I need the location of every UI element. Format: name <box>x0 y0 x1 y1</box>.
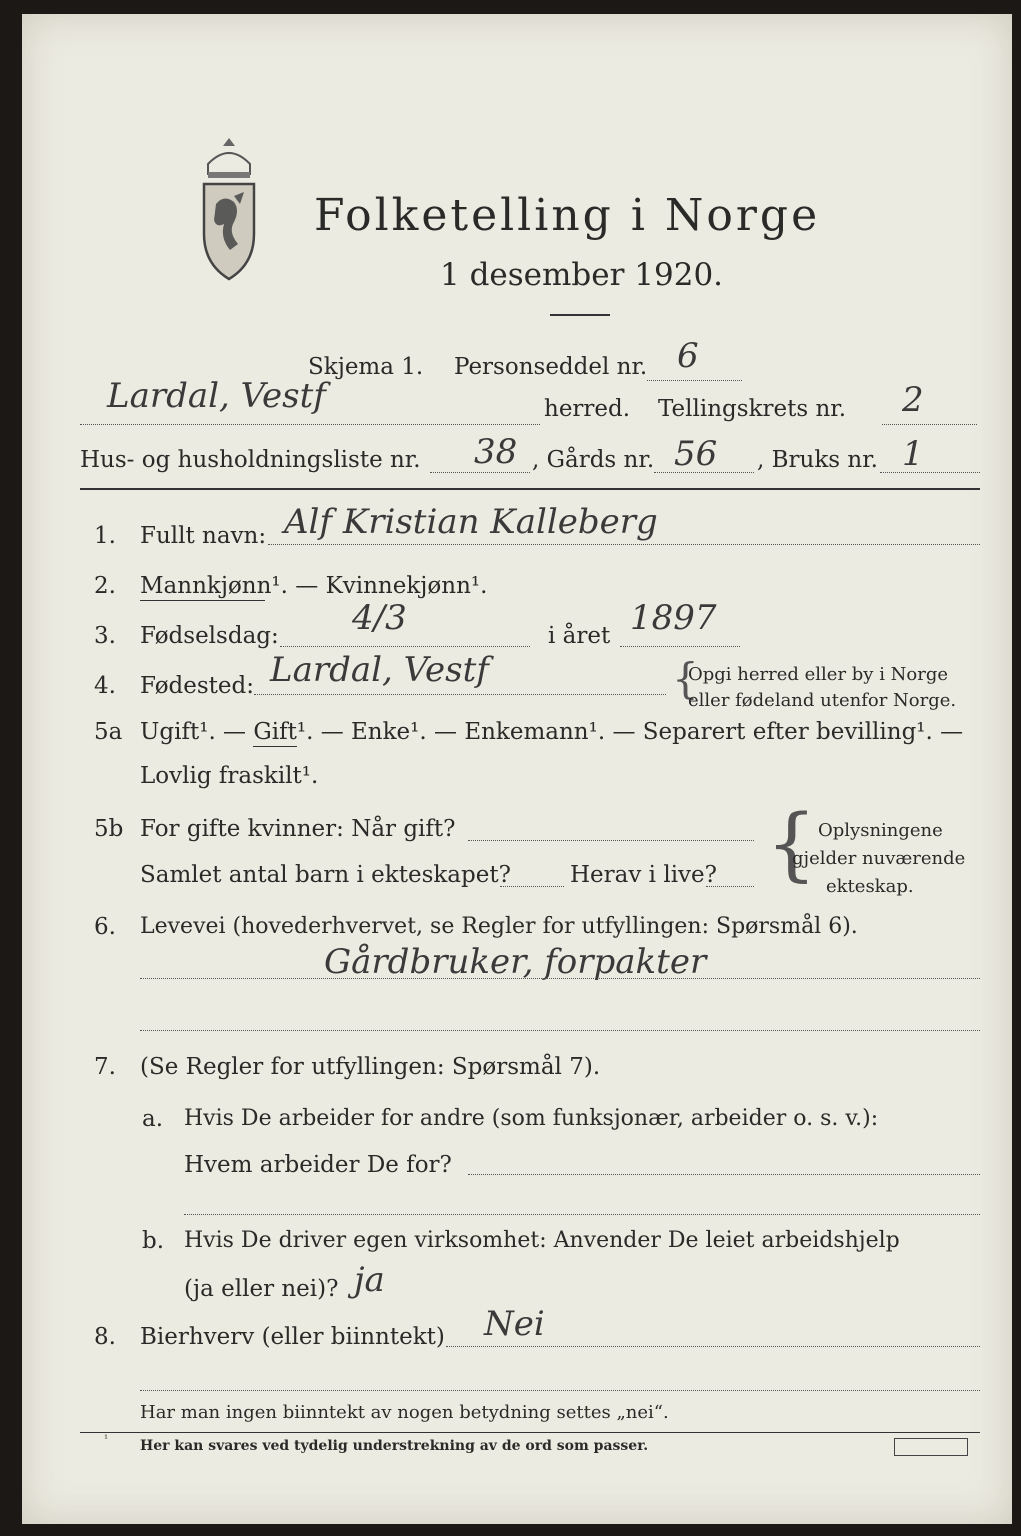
q4-note-line1: Opgi herred eller by i Norge <box>688 664 949 685</box>
herred-value[interactable]: Lardal, Vestf <box>107 376 326 416</box>
header-rule <box>80 488 980 490</box>
q7b-question: Hvis De driver egen virksomhet: Anvender De leiet arbeidshjelp <box>184 1228 900 1253</box>
q6-occupation[interactable]: Gårdbruker, forpakter <box>324 942 707 982</box>
q5b-children-question: Samlet antal barn i ekteskapet? <box>140 862 511 888</box>
q7a-question: Hvis De arbeider for andre (som funksjonær, arbeider o. s. v.): <box>184 1106 879 1131</box>
q5b-note-line3: ekteskap. <box>826 876 914 897</box>
q7a-employer-question: Hvem arbeider De for? <box>184 1152 452 1178</box>
q4-brace: { <box>672 654 699 703</box>
bruks-value[interactable]: 1 <box>902 434 924 474</box>
q7a-letter: a. <box>142 1106 164 1132</box>
q6-line1 <box>140 978 980 979</box>
q8-label: Bierhverv (eller biinntekt) <box>140 1324 445 1350</box>
census-date: 1 desember 1920. <box>440 257 724 293</box>
q1-number: 1. <box>94 523 116 549</box>
tellingskrets-label: Tellingskrets nr. <box>658 396 847 422</box>
q5a-marital-options: Ugift¹. — Gift¹. — Enke¹. — Enkemann¹. — Separert efter bevilling¹. — <box>140 719 964 745</box>
printer-stamp-icon <box>894 1438 968 1456</box>
q8-line <box>446 1346 980 1347</box>
q5a-marital-options-cont: Lovlig fraskilt¹. <box>140 763 319 789</box>
personseddel-value[interactable]: 6 <box>677 336 699 376</box>
q7b-letter: b. <box>142 1228 165 1254</box>
q7b-yes-no-label: (ja eller nei)? <box>184 1276 339 1302</box>
q6-line2 <box>140 1030 980 1031</box>
bruks-line <box>880 472 980 473</box>
footnote-text: Her kan svares ved tydelig understrekning av de ord som passer. <box>140 1438 649 1454</box>
norway-coat-of-arms-icon <box>194 134 264 294</box>
q1-full-name[interactable]: Alf Kristian Kalleberg <box>284 502 658 542</box>
q5b-married-question: For gifte kvinner: Når gift? <box>140 816 456 842</box>
tellingskrets-value[interactable]: 2 <box>902 380 924 420</box>
q7a-employer-line <box>468 1174 980 1175</box>
q8-answer[interactable]: Nei <box>484 1304 545 1344</box>
q5b-married-line <box>468 840 754 841</box>
q1-label: Fullt navn: <box>140 523 267 549</box>
q4-note-line2: eller fødeland utenfor Norge. <box>688 690 957 711</box>
personseddel-line <box>647 380 742 381</box>
q7-number: 7. <box>94 1054 116 1080</box>
personseddel-label: Personseddel nr. <box>454 354 648 380</box>
q3-number: 3. <box>94 623 116 649</box>
herred-line <box>80 424 540 425</box>
q4-line <box>254 694 666 695</box>
husliste-value[interactable]: 38 <box>474 432 518 472</box>
tellingskrets-line <box>882 424 977 425</box>
q3-birth-date[interactable]: 4/3 <box>352 598 407 638</box>
q8-extra-line <box>140 1390 980 1391</box>
q7a-extra-line <box>184 1214 980 1215</box>
q6-label: Levevei (hovederhvervet, se Regler for utfyllingen: Spørsmål 6). <box>140 914 858 939</box>
q5b-alive-question: Herav i live? <box>570 862 717 888</box>
q2-gender-options: Mannkjønn¹. — Kvinnekjønn¹. <box>140 573 488 599</box>
census-form-page <box>22 14 1012 1524</box>
q5b-alive-line <box>706 886 754 887</box>
q3-line <box>280 646 530 647</box>
q5b-brace: { <box>766 797 817 890</box>
q5b-children-line <box>500 886 564 887</box>
husliste-line <box>430 472 530 473</box>
gards-label: , Gårds nr. <box>532 447 655 473</box>
herred-label: herred. <box>544 396 631 422</box>
footer-note: Har man ingen biinntekt av nogen betydning settes „nei“. <box>140 1402 669 1423</box>
gards-value[interactable]: 56 <box>674 434 718 474</box>
q8-number: 8. <box>94 1324 116 1350</box>
q5b-note-line2: gjelder nuværende <box>792 848 966 869</box>
husliste-label: Hus- og husholdningsliste nr. <box>80 447 421 473</box>
q5a-selection-underline <box>253 746 297 747</box>
q5b-number: 5b <box>94 816 124 842</box>
q4-label: Fødested: <box>140 673 255 699</box>
footer-rule <box>80 1432 980 1433</box>
footnote-mark: ¹ <box>104 1434 109 1445</box>
q2-selection-underline <box>140 600 265 601</box>
q6-number: 6. <box>94 914 116 940</box>
q3-label: Fødselsdag: <box>140 623 279 649</box>
q7-label: (Se Regler for utfyllingen: Spørsmål 7). <box>140 1054 601 1080</box>
q5a-number: 5a <box>94 719 123 745</box>
q2-number: 2. <box>94 573 116 599</box>
q1-line <box>268 544 980 545</box>
q3-birth-year[interactable]: 1897 <box>630 598 717 638</box>
q3-year-label: i året <box>548 623 611 649</box>
q4-birthplace[interactable]: Lardal, Vestf <box>270 650 489 690</box>
q4-number: 4. <box>94 673 116 699</box>
title-divider <box>550 314 610 316</box>
bruks-label: , Bruks nr. <box>757 447 878 473</box>
page-title: Folketelling i Norge <box>314 190 821 241</box>
q3-year-line <box>620 646 740 647</box>
q7b-answer[interactable]: ja <box>354 1260 385 1300</box>
skjema-label: Skjema 1. <box>308 354 424 380</box>
q5b-note-line1: Oplysningene <box>818 820 943 841</box>
